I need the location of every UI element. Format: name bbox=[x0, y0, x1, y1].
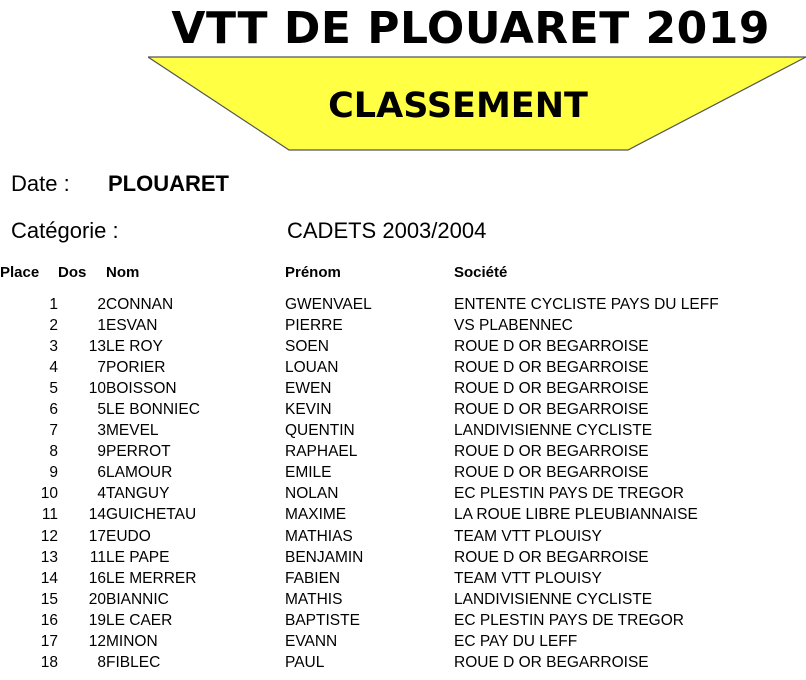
table-row bbox=[0, 463, 806, 484]
table-row bbox=[0, 442, 806, 463]
cell-place: 6 bbox=[49, 401, 58, 419]
cell-dos: 4 bbox=[97, 485, 106, 503]
cell-societe: ROUE D OR BEGARROISE bbox=[454, 337, 649, 355]
cell-prenom: EVANN bbox=[285, 633, 338, 651]
cell-nom: LE MERRER bbox=[106, 569, 197, 587]
cell-dos: 11 bbox=[89, 548, 106, 566]
cell-place: 13 bbox=[40, 548, 58, 566]
cell-dos: 17 bbox=[88, 527, 106, 545]
cell-dos: 6 bbox=[97, 464, 106, 482]
cell-nom: LE PAPE bbox=[106, 548, 170, 566]
cell-place: 3 bbox=[49, 337, 58, 355]
cell-nom: LE BONNIEC bbox=[106, 401, 200, 419]
cell-nom: PORIER bbox=[106, 358, 166, 376]
results-body bbox=[0, 294, 806, 674]
cell-dos: 9 bbox=[97, 443, 106, 461]
cell-dos: 19 bbox=[88, 611, 106, 629]
cell-societe: LA ROUE LIBRE PLEUBIANNAISE bbox=[454, 506, 698, 524]
cell-nom: BOISSON bbox=[106, 379, 177, 397]
cell-place: 10 bbox=[40, 485, 58, 503]
cell-dos: 1 bbox=[97, 316, 106, 334]
classement-banner bbox=[148, 56, 806, 152]
cell-nom: MINON bbox=[106, 633, 158, 651]
cell-prenom: KEVIN bbox=[285, 401, 332, 419]
cell-prenom: GWENVAEL bbox=[285, 295, 372, 313]
cell-prenom: PAUL bbox=[285, 654, 325, 672]
table-row bbox=[0, 315, 806, 336]
cell-dos: 8 bbox=[97, 654, 106, 672]
cell-place: 7 bbox=[49, 422, 58, 440]
cell-prenom: FABIEN bbox=[285, 569, 341, 587]
cell-societe: EC PLESTIN PAYS DE TREGOR bbox=[454, 611, 684, 629]
cell-societe: ROUE D OR BEGARROISE bbox=[454, 358, 649, 376]
cell-dos: 14 bbox=[88, 506, 106, 524]
cell-societe: ROUE D OR BEGARROISE bbox=[454, 443, 649, 461]
table-row bbox=[0, 421, 806, 442]
cell-dos: 13 bbox=[88, 337, 106, 355]
cell-place: 5 bbox=[49, 379, 58, 397]
header-place: Place bbox=[0, 264, 40, 281]
cell-nom: FIBLEC bbox=[106, 654, 161, 672]
cell-dos: 20 bbox=[88, 590, 106, 608]
cell-nom: GUICHETAU bbox=[106, 506, 197, 524]
cell-place: 17 bbox=[40, 633, 58, 651]
header-dos: Dos bbox=[58, 264, 87, 281]
cell-place: 12 bbox=[40, 527, 58, 545]
cell-nom: BIANNIC bbox=[106, 590, 169, 608]
cell-prenom: PIERRE bbox=[285, 316, 343, 334]
table-row bbox=[0, 505, 806, 526]
cell-prenom: MATHIS bbox=[285, 590, 343, 608]
results-table bbox=[0, 264, 806, 674]
header-nom: Nom bbox=[106, 264, 140, 281]
date-label: Date : bbox=[11, 171, 70, 196]
category-label: Catégorie : bbox=[11, 218, 119, 243]
table-row bbox=[0, 653, 806, 674]
cell-nom: TANGUY bbox=[106, 485, 170, 503]
cell-societe: ROUE D OR BEGARROISE bbox=[454, 654, 649, 672]
table-row bbox=[0, 357, 806, 378]
cell-nom: LAMOUR bbox=[106, 464, 173, 482]
cell-dos: 10 bbox=[88, 379, 106, 397]
cell-dos: 3 bbox=[97, 422, 106, 440]
cell-societe: ROUE D OR BEGARROISE bbox=[454, 379, 649, 397]
table-row bbox=[0, 610, 806, 631]
cell-nom: PERROT bbox=[106, 443, 171, 461]
table-row bbox=[0, 484, 806, 505]
cell-place: 1 bbox=[49, 295, 58, 313]
table-row bbox=[0, 294, 806, 315]
cell-place: 9 bbox=[49, 464, 58, 482]
cell-societe: ENTENTE CYCLISTE PAYS DU LEFF bbox=[454, 295, 719, 313]
cell-dos: 16 bbox=[88, 569, 106, 587]
cell-societe: ROUE D OR BEGARROISE bbox=[454, 401, 649, 419]
cell-prenom: QUENTIN bbox=[285, 422, 355, 440]
header-prenom: Prénom bbox=[285, 264, 341, 281]
cell-societe: EC PAY DU LEFF bbox=[454, 633, 578, 651]
cell-nom: MEVEL bbox=[106, 422, 159, 440]
banner-label: CLASSEMENT bbox=[328, 86, 588, 126]
table-row bbox=[0, 632, 806, 653]
cell-societe: TEAM VTT PLOUISY bbox=[454, 527, 602, 545]
cell-nom: CONNAN bbox=[106, 295, 174, 313]
cell-prenom: BAPTISTE bbox=[285, 611, 360, 629]
table-row bbox=[0, 336, 806, 357]
cell-societe: LANDIVISIENNE CYCLISTE bbox=[454, 590, 653, 608]
cell-societe: TEAM VTT PLOUISY bbox=[454, 569, 602, 587]
cell-dos: 7 bbox=[97, 358, 106, 376]
cell-societe: ROUE D OR BEGARROISE bbox=[454, 464, 649, 482]
cell-prenom: MATHIAS bbox=[285, 527, 353, 545]
cell-nom: LE ROY bbox=[106, 337, 163, 355]
cell-prenom: NOLAN bbox=[285, 485, 339, 503]
cell-dos: 2 bbox=[97, 295, 106, 313]
table-header-row bbox=[0, 264, 806, 294]
cell-societe: ROUE D OR BEGARROISE bbox=[454, 548, 649, 566]
category-value: CADETS 2003/2004 bbox=[287, 218, 487, 243]
cell-prenom: BENJAMIN bbox=[285, 548, 364, 566]
cell-place: 4 bbox=[49, 358, 58, 376]
cell-nom: EUDO bbox=[106, 527, 151, 545]
cell-dos: 5 bbox=[97, 401, 106, 419]
cell-prenom: EWEN bbox=[285, 379, 332, 397]
table-row bbox=[0, 547, 806, 568]
header-societe: Société bbox=[454, 264, 508, 281]
cell-place: 8 bbox=[49, 443, 58, 461]
cell-place: 16 bbox=[40, 611, 58, 629]
cell-place: 18 bbox=[40, 654, 58, 672]
cell-place: 14 bbox=[40, 569, 58, 587]
page-title: VTT DE PLOUARET 2019 bbox=[171, 3, 770, 54]
cell-dos: 12 bbox=[88, 633, 106, 651]
cell-prenom: SOEN bbox=[285, 337, 329, 355]
cell-place: 15 bbox=[40, 590, 58, 608]
cell-societe: LANDIVISIENNE CYCLISTE bbox=[454, 422, 653, 440]
cell-prenom: RAPHAEL bbox=[285, 443, 358, 461]
cell-place: 11 bbox=[41, 506, 58, 524]
table-row bbox=[0, 568, 806, 589]
cell-nom: LE CAER bbox=[106, 611, 173, 629]
cell-prenom: MAXIME bbox=[285, 506, 347, 524]
cell-societe: EC PLESTIN PAYS DE TREGOR bbox=[454, 485, 684, 503]
cell-prenom: EMILE bbox=[285, 464, 332, 482]
date-value: PLOUARET bbox=[108, 171, 229, 196]
cell-nom: ESVAN bbox=[106, 316, 158, 334]
cell-place: 2 bbox=[49, 316, 58, 334]
table-row bbox=[0, 378, 806, 399]
table-row bbox=[0, 399, 806, 420]
table-row bbox=[0, 526, 806, 547]
cell-prenom: LOUAN bbox=[285, 358, 339, 376]
table-row bbox=[0, 589, 806, 610]
cell-societe: VS PLABENNEC bbox=[454, 316, 573, 334]
